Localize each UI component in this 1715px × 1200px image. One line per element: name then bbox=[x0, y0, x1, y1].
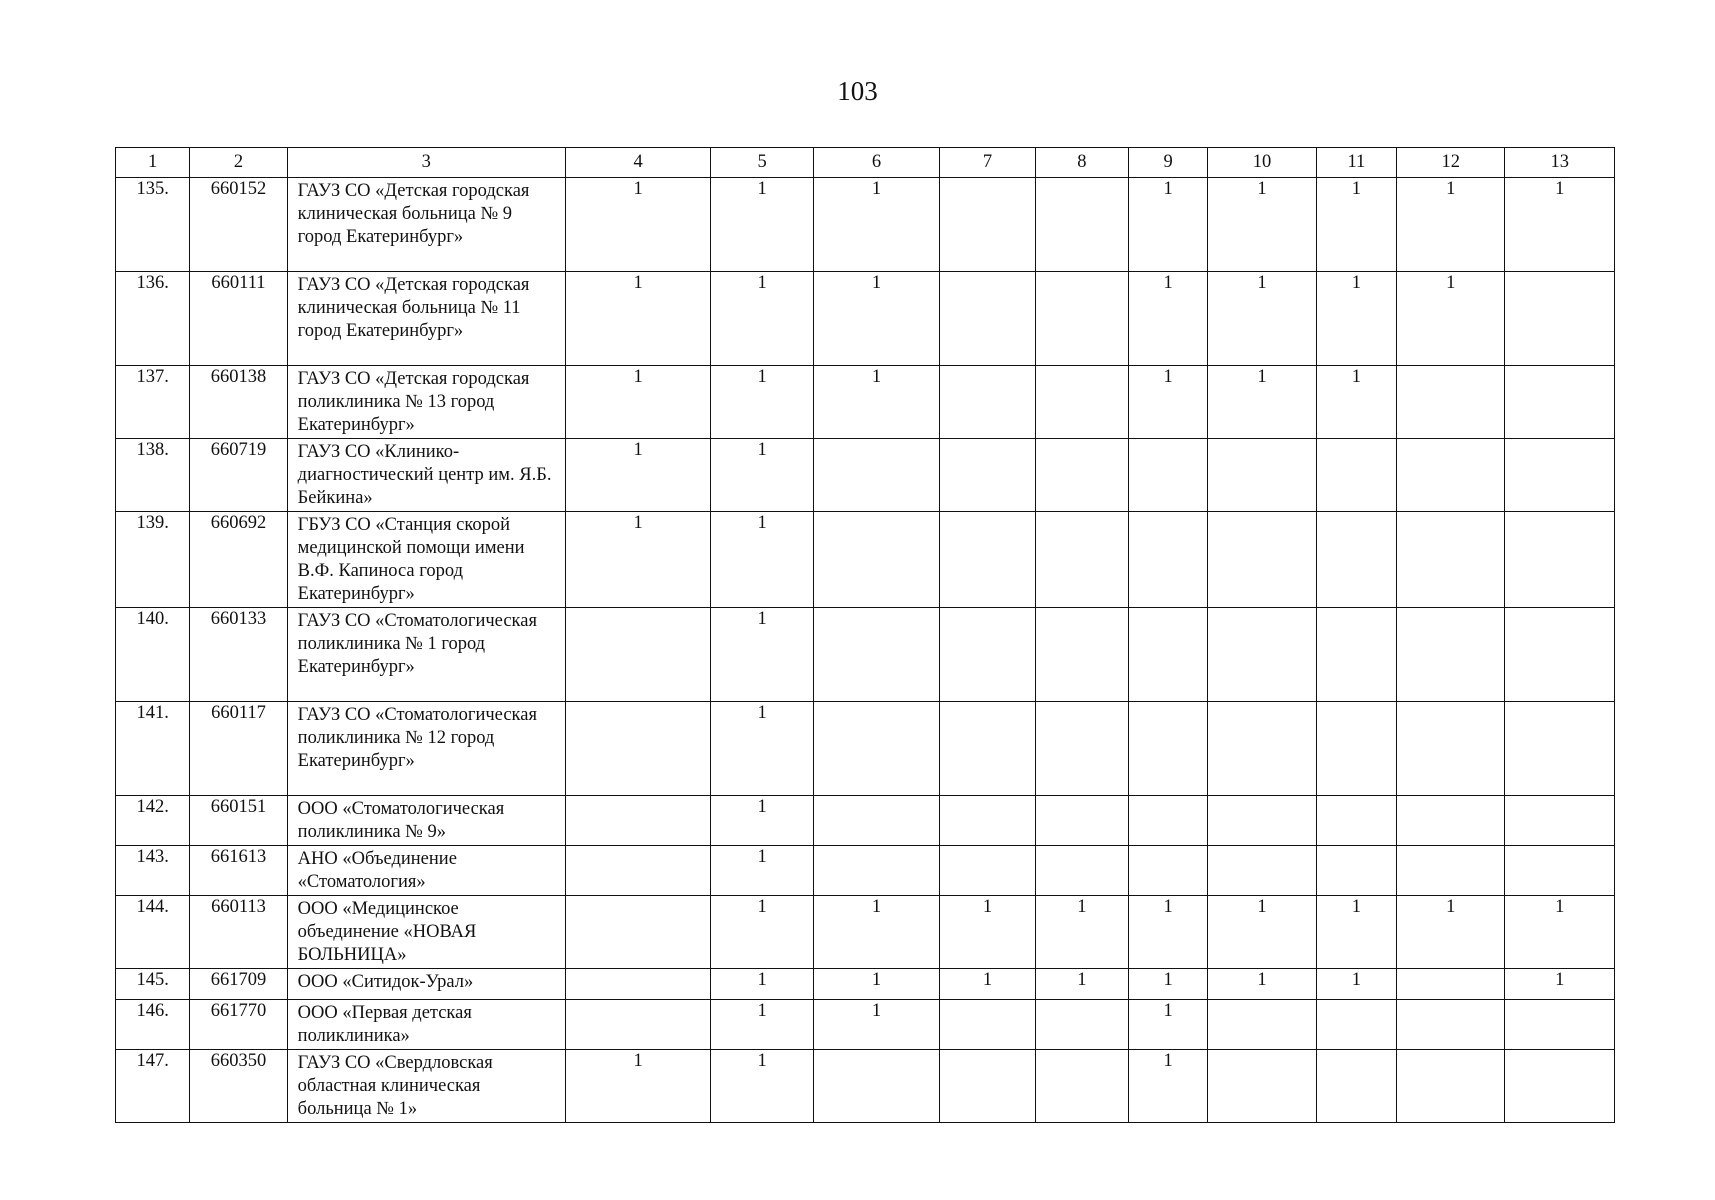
row-number-cell: 146. bbox=[116, 1000, 190, 1050]
value-cell: 1 bbox=[711, 272, 813, 366]
code-cell: 660113 bbox=[190, 896, 287, 969]
table-row bbox=[116, 1000, 1615, 1050]
value-cell bbox=[1208, 846, 1316, 896]
code-cell: 660117 bbox=[190, 702, 287, 796]
row-number-cell: 138. bbox=[116, 439, 190, 512]
value-cell: 1 bbox=[1397, 178, 1505, 272]
header-cell: 5 bbox=[711, 148, 813, 178]
institution-name-cell: ГАУЗ СО «Клинико-диагностический центр им. Я.Б. Бейкина» bbox=[287, 439, 565, 512]
value-cell bbox=[1316, 512, 1396, 608]
value-cell: 1 bbox=[1129, 272, 1208, 366]
value-cell bbox=[940, 439, 1035, 512]
table-row bbox=[116, 608, 1615, 702]
value-cell bbox=[813, 846, 940, 896]
value-cell: 1 bbox=[711, 969, 813, 1000]
value-cell: 1 bbox=[1505, 969, 1615, 1000]
code-cell: 660133 bbox=[190, 608, 287, 702]
row-number-cell: 137. bbox=[116, 366, 190, 439]
row-number-cell: 139. bbox=[116, 512, 190, 608]
value-cell: 1 bbox=[1208, 366, 1316, 439]
value-cell bbox=[1035, 439, 1128, 512]
value-cell bbox=[1035, 846, 1128, 896]
value-cell: 1 bbox=[813, 969, 940, 1000]
code-cell: 660138 bbox=[190, 366, 287, 439]
value-cell bbox=[1316, 702, 1396, 796]
value-cell bbox=[1129, 439, 1208, 512]
code-cell: 660692 bbox=[190, 512, 287, 608]
value-cell: 1 bbox=[711, 178, 813, 272]
value-cell bbox=[1397, 512, 1505, 608]
value-cell bbox=[1505, 512, 1615, 608]
value-cell bbox=[1035, 796, 1128, 846]
value-cell: 1 bbox=[813, 1000, 940, 1050]
value-cell: 1 bbox=[1316, 366, 1396, 439]
value-cell: 1 bbox=[711, 1000, 813, 1050]
value-cell bbox=[940, 608, 1035, 702]
institution-name-cell: ООО «Медицинское объединение «НОВАЯ БОЛЬНИЦА» bbox=[287, 896, 565, 969]
value-cell bbox=[940, 366, 1035, 439]
code-cell: 660350 bbox=[190, 1050, 287, 1123]
value-cell: 1 bbox=[813, 366, 940, 439]
row-number-cell: 145. bbox=[116, 969, 190, 1000]
value-cell bbox=[1208, 1000, 1316, 1050]
row-number-cell: 141. bbox=[116, 702, 190, 796]
value-cell bbox=[1035, 1050, 1128, 1123]
row-number-cell: 144. bbox=[116, 896, 190, 969]
value-cell: 1 bbox=[1208, 896, 1316, 969]
row-number-cell: 135. bbox=[116, 178, 190, 272]
header-cell: 6 bbox=[813, 148, 940, 178]
value-cell: 1 bbox=[1129, 1000, 1208, 1050]
value-cell bbox=[1035, 702, 1128, 796]
value-cell bbox=[1035, 512, 1128, 608]
header-cell: 8 bbox=[1035, 148, 1128, 178]
value-cell bbox=[1397, 1050, 1505, 1123]
value-cell bbox=[1208, 796, 1316, 846]
value-cell bbox=[1035, 178, 1128, 272]
header-row bbox=[116, 148, 1615, 178]
value-cell bbox=[813, 439, 940, 512]
value-cell: 1 bbox=[1316, 896, 1396, 969]
value-cell: 1 bbox=[565, 178, 711, 272]
header-cell: 10 bbox=[1208, 148, 1316, 178]
value-cell bbox=[1035, 608, 1128, 702]
value-cell: 1 bbox=[1505, 896, 1615, 969]
value-cell: 1 bbox=[1316, 272, 1396, 366]
table-row bbox=[116, 272, 1615, 366]
header-cell: 7 bbox=[940, 148, 1035, 178]
value-cell bbox=[1397, 1000, 1505, 1050]
table-row bbox=[116, 969, 1615, 1000]
institution-name-cell: ООО «Первая детская поликлиника» bbox=[287, 1000, 565, 1050]
value-cell: 1 bbox=[813, 272, 940, 366]
value-cell bbox=[1397, 796, 1505, 846]
value-cell: 1 bbox=[711, 846, 813, 896]
code-cell: 660719 bbox=[190, 439, 287, 512]
page-number: 103 bbox=[837, 76, 878, 106]
table-row bbox=[116, 702, 1615, 796]
value-cell: 1 bbox=[1129, 178, 1208, 272]
value-cell bbox=[1208, 512, 1316, 608]
value-cell bbox=[813, 796, 940, 846]
value-cell bbox=[1505, 366, 1615, 439]
value-cell bbox=[1129, 702, 1208, 796]
header-cell: 3 bbox=[287, 148, 565, 178]
value-cell: 1 bbox=[1129, 366, 1208, 439]
value-cell bbox=[1316, 796, 1396, 846]
value-cell: 1 bbox=[565, 439, 711, 512]
institution-name-cell: ГАУЗ СО «Детская городская клиническая больница № 11 город Екатеринбург» bbox=[287, 272, 565, 366]
institution-name-cell: ООО «Ситидок-Урал» bbox=[287, 969, 565, 1000]
value-cell: 1 bbox=[565, 272, 711, 366]
value-cell bbox=[1505, 846, 1615, 896]
code-cell: 661613 bbox=[190, 846, 287, 896]
value-cell bbox=[940, 272, 1035, 366]
value-cell bbox=[1505, 1050, 1615, 1123]
code-cell: 660151 bbox=[190, 796, 287, 846]
value-cell bbox=[1397, 366, 1505, 439]
header-cell: 13 bbox=[1505, 148, 1615, 178]
value-cell bbox=[1397, 608, 1505, 702]
value-cell bbox=[940, 702, 1035, 796]
value-cell bbox=[1316, 1050, 1396, 1123]
row-number-cell: 140. bbox=[116, 608, 190, 702]
value-cell bbox=[940, 796, 1035, 846]
value-cell: 1 bbox=[711, 608, 813, 702]
value-cell bbox=[565, 608, 711, 702]
value-cell bbox=[1397, 969, 1505, 1000]
value-cell: 1 bbox=[1208, 272, 1316, 366]
value-cell bbox=[1129, 608, 1208, 702]
value-cell bbox=[1208, 1050, 1316, 1123]
table-row bbox=[116, 1050, 1615, 1123]
code-cell: 661770 bbox=[190, 1000, 287, 1050]
value-cell: 1 bbox=[940, 969, 1035, 1000]
value-cell bbox=[1316, 608, 1396, 702]
value-cell bbox=[813, 702, 940, 796]
value-cell bbox=[1129, 512, 1208, 608]
value-cell bbox=[813, 1050, 940, 1123]
institution-name-cell: ГБУЗ СО «Станция скорой медицинской помощи имени В.Ф. Капиноса город Екатеринбург» bbox=[287, 512, 565, 608]
value-cell bbox=[1505, 272, 1615, 366]
table-row bbox=[116, 439, 1615, 512]
table-row bbox=[116, 896, 1615, 969]
table-row bbox=[116, 366, 1615, 439]
value-cell: 1 bbox=[565, 1050, 711, 1123]
header-cell: 1 bbox=[116, 148, 190, 178]
row-number-cell: 143. bbox=[116, 846, 190, 896]
value-cell bbox=[565, 896, 711, 969]
value-cell: 1 bbox=[711, 702, 813, 796]
value-cell: 1 bbox=[813, 896, 940, 969]
value-cell bbox=[1208, 702, 1316, 796]
code-cell: 660111 bbox=[190, 272, 287, 366]
table-row bbox=[116, 512, 1615, 608]
value-cell bbox=[1505, 796, 1615, 846]
value-cell bbox=[1397, 846, 1505, 896]
value-cell bbox=[1505, 439, 1615, 512]
header-cell: 12 bbox=[1397, 148, 1505, 178]
value-cell: 1 bbox=[1129, 969, 1208, 1000]
value-cell bbox=[1129, 796, 1208, 846]
value-cell bbox=[565, 969, 711, 1000]
table-row bbox=[116, 796, 1615, 846]
value-cell bbox=[565, 796, 711, 846]
value-cell bbox=[1397, 439, 1505, 512]
value-cell bbox=[940, 512, 1035, 608]
table-row bbox=[116, 178, 1615, 272]
value-cell bbox=[1316, 1000, 1396, 1050]
value-cell: 1 bbox=[1208, 969, 1316, 1000]
value-cell bbox=[813, 512, 940, 608]
value-cell: 1 bbox=[711, 512, 813, 608]
value-cell bbox=[940, 178, 1035, 272]
value-cell: 1 bbox=[711, 1050, 813, 1123]
value-cell bbox=[813, 608, 940, 702]
institution-name-cell: АНО «Объединение «Стоматология» bbox=[287, 846, 565, 896]
value-cell bbox=[1316, 846, 1396, 896]
value-cell: 1 bbox=[711, 366, 813, 439]
value-cell: 1 bbox=[1505, 178, 1615, 272]
value-cell bbox=[1316, 439, 1396, 512]
header-cell: 4 bbox=[565, 148, 711, 178]
institution-name-cell: ГАУЗ СО «Свердловская областная клиническая больница № 1» bbox=[287, 1050, 565, 1123]
value-cell bbox=[1208, 608, 1316, 702]
value-cell: 1 bbox=[565, 512, 711, 608]
value-cell bbox=[1505, 1000, 1615, 1050]
value-cell: 1 bbox=[1129, 1050, 1208, 1123]
value-cell: 1 bbox=[1208, 178, 1316, 272]
institutions-table bbox=[115, 147, 1615, 1123]
row-number-cell: 142. bbox=[116, 796, 190, 846]
institution-name-cell: ООО «Стоматологическая поликлиника № 9» bbox=[287, 796, 565, 846]
value-cell: 1 bbox=[940, 896, 1035, 969]
value-cell: 1 bbox=[1129, 896, 1208, 969]
code-cell: 661709 bbox=[190, 969, 287, 1000]
value-cell bbox=[1035, 1000, 1128, 1050]
value-cell: 1 bbox=[1397, 272, 1505, 366]
institution-name-cell: ГАУЗ СО «Стоматологическая поликлиника № 1 город Екатеринбург» bbox=[287, 608, 565, 702]
header-cell: 9 bbox=[1129, 148, 1208, 178]
value-cell bbox=[940, 846, 1035, 896]
value-cell: 1 bbox=[1397, 896, 1505, 969]
value-cell: 1 bbox=[1035, 896, 1128, 969]
value-cell bbox=[565, 846, 711, 896]
institution-name-cell: ГАУЗ СО «Детская городская клиническая больница № 9 город Екатеринбург» bbox=[287, 178, 565, 272]
value-cell bbox=[940, 1050, 1035, 1123]
value-cell: 1 bbox=[813, 178, 940, 272]
value-cell: 1 bbox=[1316, 178, 1396, 272]
value-cell: 1 bbox=[711, 896, 813, 969]
value-cell: 1 bbox=[711, 796, 813, 846]
row-number-cell: 147. bbox=[116, 1050, 190, 1123]
value-cell bbox=[1505, 702, 1615, 796]
value-cell bbox=[565, 702, 711, 796]
value-cell bbox=[565, 1000, 711, 1050]
row-number-cell: 136. bbox=[116, 272, 190, 366]
value-cell bbox=[1129, 846, 1208, 896]
value-cell: 1 bbox=[1035, 969, 1128, 1000]
table-row bbox=[116, 846, 1615, 896]
value-cell: 1 bbox=[1316, 969, 1396, 1000]
institution-name-cell: ГАУЗ СО «Детская городская поликлиника № 13 город Екатеринбург» bbox=[287, 366, 565, 439]
value-cell: 1 bbox=[711, 439, 813, 512]
header-cell: 11 bbox=[1316, 148, 1396, 178]
header-cell: 2 bbox=[190, 148, 287, 178]
institution-name-cell: ГАУЗ СО «Стоматологическая поликлиника № 12 город Екатеринбург» bbox=[287, 702, 565, 796]
value-cell: 1 bbox=[565, 366, 711, 439]
value-cell bbox=[1035, 272, 1128, 366]
value-cell bbox=[1397, 702, 1505, 796]
value-cell bbox=[940, 1000, 1035, 1050]
value-cell bbox=[1035, 366, 1128, 439]
code-cell: 660152 bbox=[190, 178, 287, 272]
value-cell bbox=[1505, 608, 1615, 702]
value-cell bbox=[1208, 439, 1316, 512]
